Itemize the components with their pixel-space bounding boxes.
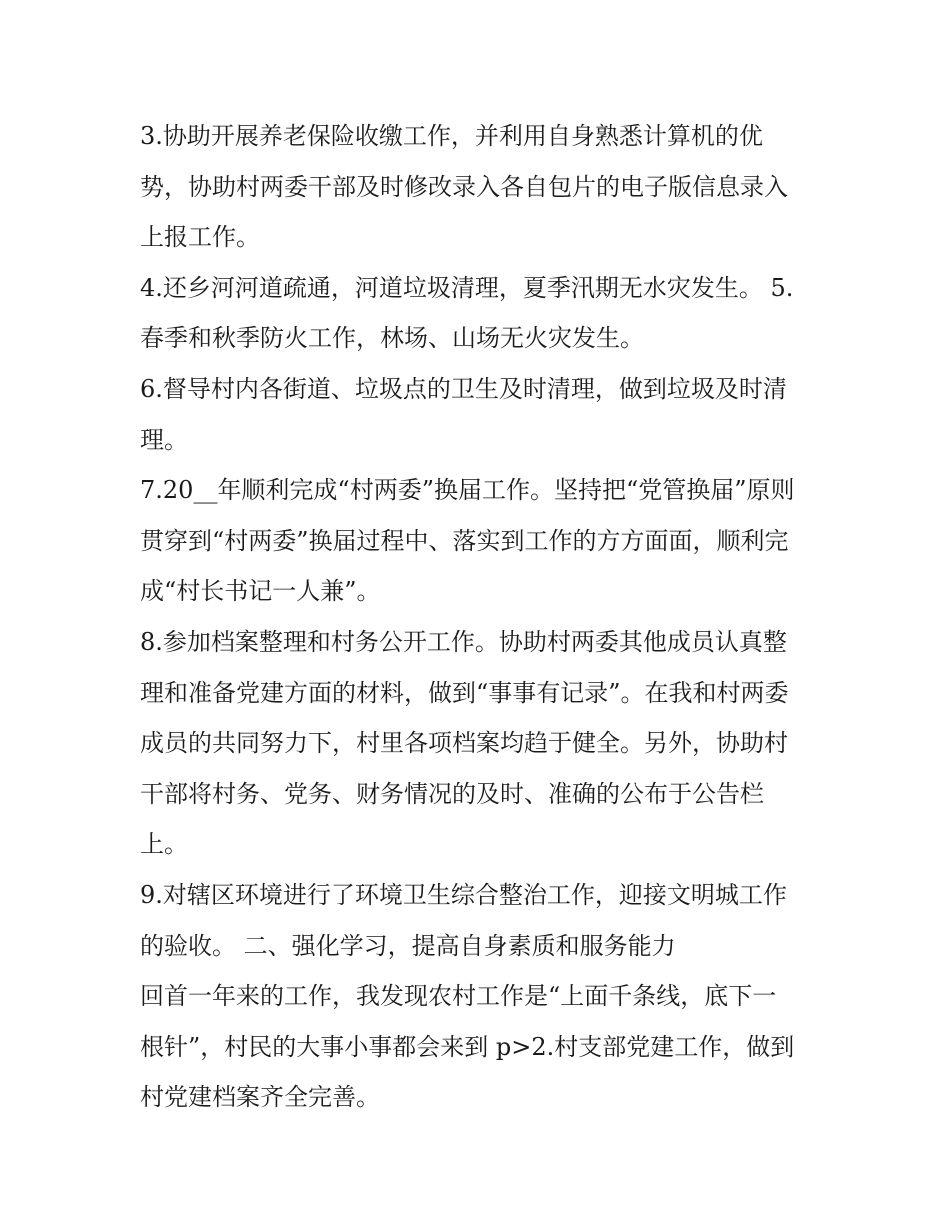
body-text (140, 111, 830, 1123)
text-line: 贯穿到“村两委”换届过程中、落实到工作的方方面面，顺利完 (140, 526, 789, 555)
text-line: 势，协助村两委干部及时修改录入各自包片的电子版信息录入 (140, 172, 788, 201)
text-line: 9.对辖区环境进行了环境卫生综合整治工作，迎接文明城工作 (140, 880, 787, 909)
text-line: 春季和秋季防火工作，林场、山场无火灾发生。 (140, 324, 644, 353)
text-line: 3.协助开展养老保险收缴工作，并利用自身熟悉计算机的优 (140, 122, 763, 150)
text-line: 上。 (140, 830, 188, 859)
text-line: 回首一年来的工作，我发现农村工作是“上面千条线，底下一 (140, 982, 777, 1011)
text-line: 理和准备党建方面的材料，做到“事事有记录”。在我和村两委 (140, 678, 789, 707)
text-line: 的验收。 二、强化学习，提高自身素质和服务能力 (140, 931, 676, 960)
text-line: 上报工作。 (140, 223, 260, 252)
text-line: 7.20__年顺利完成“村两委”换届工作。坚持把“党管换届”原则 (140, 476, 795, 505)
text-line: 8.参加档案整理和村务公开工作。协助村两委其他成员认真整 (140, 627, 787, 656)
text-line: 成“村长书记一人兼”。 (140, 577, 381, 606)
text-line: 理。 (140, 425, 188, 454)
text-line: 6.督导村内各街道、垃圾点的卫生及时清理，做到垃圾及时清 (140, 374, 787, 403)
text-line: 4.还乡河河道疏通，河道垃圾清理，夏季汛期无水灾发生。 5. (140, 273, 794, 302)
text-line: 成员的共同努力下，村里各项档案均趋于健全。另外，协助村 (140, 729, 788, 758)
text-line: 干部将村务、党务、财务情况的及时、准确的公布于公告栏 (140, 779, 764, 808)
text-line: 村党建档案齐全完善。 (140, 1083, 380, 1112)
text-line: 根针”，村民的大事小事都会来到 p>2.村支部党建工作，做到 (140, 1032, 795, 1061)
